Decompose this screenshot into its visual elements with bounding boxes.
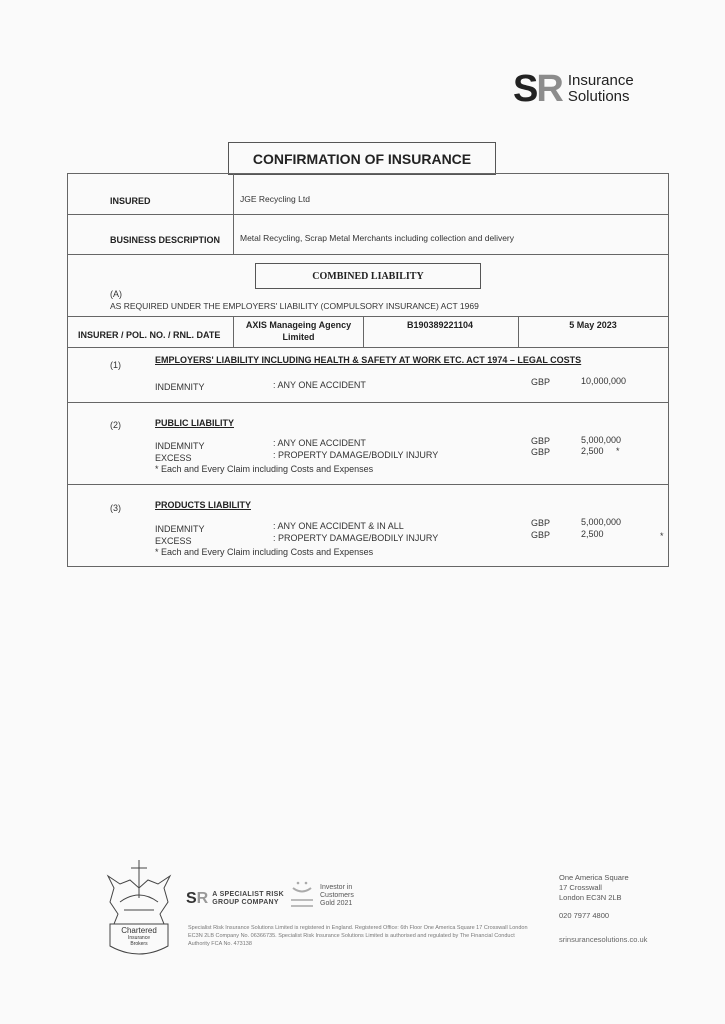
section-3-row-1-desc: : ANY ONE ACCIDENT & IN ALL bbox=[273, 521, 404, 531]
section-1-row-1-label: INDEMNITY bbox=[155, 382, 205, 392]
business-description-value: Metal Recycling, Scrap Metal Merchants including collection and delivery bbox=[240, 233, 515, 243]
logo-text bbox=[568, 73, 634, 105]
document-title: CONFIRMATION OF INSURANCE bbox=[228, 142, 496, 175]
section-2-row-2-mark: * bbox=[616, 446, 620, 456]
iic-smile-icon bbox=[290, 880, 314, 912]
divider bbox=[68, 402, 668, 403]
insurer-name-line1: AXIS Manageing Agency bbox=[245, 320, 352, 330]
section-3-row-2-desc: : PROPERTY DAMAGE/BODILY INJURY bbox=[273, 533, 439, 543]
combined-statement: AS REQUIRED UNDER THE EMPLOYERS' LIABILITY (COMPULSORY INSURANCE) ACT 1969 bbox=[110, 301, 479, 311]
divider bbox=[68, 316, 668, 317]
section-3-row-2-mark: * bbox=[660, 531, 664, 541]
group-line2: GROUP COMPANY bbox=[212, 899, 279, 906]
crest-line3: Brokers bbox=[130, 941, 148, 947]
business-description-label: BUSINESS DESCRIPTION bbox=[110, 235, 221, 245]
renewal-date: 5 May 2023 bbox=[569, 320, 617, 330]
section-2-note: * Each and Every Claim including Costs and Expenses bbox=[155, 464, 374, 474]
iic-line3: Gold 2021 bbox=[320, 900, 353, 907]
insurer-name-line2: Limited bbox=[282, 332, 315, 342]
divider bbox=[233, 174, 234, 254]
section-1-row-1-currency: GBP bbox=[531, 377, 551, 387]
logo-mark-r: R bbox=[536, 68, 564, 110]
insured-value: JGE Recycling Ltd bbox=[240, 194, 310, 204]
address-line2: 17 Crosswall bbox=[559, 883, 602, 892]
section-2-row-2-currency: GBP bbox=[531, 447, 551, 457]
insurance-table bbox=[67, 173, 669, 567]
chartered-insurance-brokers-crest bbox=[100, 858, 178, 958]
section-2-row-1-currency: GBP bbox=[531, 436, 551, 446]
group-line1: A SPECIALIST RISK bbox=[212, 891, 284, 898]
section-2-row-2-desc: : PROPERTY DAMAGE/BODILY INJURY bbox=[273, 450, 439, 460]
logo-mark-s: S bbox=[513, 68, 537, 110]
section-1-row-1-desc: : ANY ONE ACCIDENT bbox=[273, 380, 366, 390]
section-2-row-1-amount: 5,000,000 bbox=[581, 435, 622, 445]
iic-line2: Customers bbox=[320, 892, 354, 899]
crest-line1: Chartered bbox=[121, 926, 157, 935]
section-1-row-1-amount: 10,000,000 bbox=[581, 376, 627, 386]
divider bbox=[233, 316, 234, 347]
divider bbox=[68, 254, 668, 255]
address-line1: One America Square bbox=[559, 873, 629, 882]
combined-marker: (A) bbox=[110, 289, 122, 299]
legal-notice: Specialist Risk Insurance Solutions Limited is registered in England. Registered Office: 6th Floor One America Square 17 Crosswall London EC3N 2LB Company No. 06366735. Specialist Risk Insurance Solutions Limited is authorised and regulated by The Financial Conduct Authority FCA No. 473138 bbox=[188, 925, 528, 947]
crest-text bbox=[110, 926, 168, 947]
divider bbox=[363, 316, 364, 347]
divider bbox=[68, 214, 668, 215]
iic-line1: Investor in bbox=[320, 884, 353, 891]
section-2-row-1-label: INDEMNITY bbox=[155, 441, 205, 451]
insurer-row-label: INSURER / POL. NO. / RNL. DATE bbox=[78, 330, 221, 340]
phone-number: 020 7977 4800 bbox=[559, 911, 610, 920]
section-3-note: * Each and Every Claim including Costs and Expenses bbox=[155, 547, 374, 557]
crest-line2: Insurance bbox=[128, 935, 150, 941]
insured-label: INSURED bbox=[110, 196, 151, 206]
section-1-title: EMPLOYERS' LIABILITY INCLUDING HEALTH & SAFETY AT WORK ETC. ACT 1974 – LEGAL COSTS bbox=[155, 355, 582, 365]
section-2-row-1-desc: : ANY ONE ACCIDENT bbox=[273, 438, 366, 448]
investor-in-customers-badge bbox=[290, 880, 354, 912]
section-3-row-2-currency: GBP bbox=[531, 530, 551, 540]
section-1-number: (1) bbox=[110, 360, 121, 370]
combined-liability-title: COMBINED LIABILITY bbox=[255, 263, 481, 289]
company-address bbox=[559, 873, 629, 921]
address-line3: London EC3N 2LB bbox=[559, 893, 622, 902]
website-link[interactable]: srinsurancesolutions.co.uk bbox=[559, 935, 648, 944]
specialist-risk-group-badge bbox=[186, 890, 284, 908]
section-2-title: PUBLIC LIABILITY bbox=[155, 418, 234, 428]
divider bbox=[68, 347, 668, 348]
divider bbox=[518, 316, 519, 347]
section-3-title: PRODUCTS LIABILITY bbox=[155, 500, 251, 510]
divider bbox=[68, 484, 668, 485]
section-3-row-2-label: EXCESS bbox=[155, 536, 192, 546]
policy-number: B190389221104 bbox=[406, 320, 474, 330]
company-logo bbox=[513, 70, 634, 108]
section-3-row-1-amount: 5,000,000 bbox=[581, 517, 622, 527]
insurer-name bbox=[236, 319, 361, 343]
logo-line1: Insurance bbox=[567, 72, 634, 89]
section-2-number: (2) bbox=[110, 420, 121, 430]
logo-line2: Solutions bbox=[567, 88, 630, 105]
section-3-row-1-label: INDEMNITY bbox=[155, 524, 205, 534]
section-2-row-2-amount: 2,500 bbox=[581, 446, 604, 456]
section-2-row-2-label: EXCESS bbox=[155, 453, 192, 463]
sr-mini-logo-icon: SR bbox=[186, 890, 209, 907]
section-3-row-2-amount: 2,500 bbox=[581, 529, 604, 539]
section-3-row-1-currency: GBP bbox=[531, 518, 551, 528]
section-3-number: (3) bbox=[110, 503, 121, 513]
